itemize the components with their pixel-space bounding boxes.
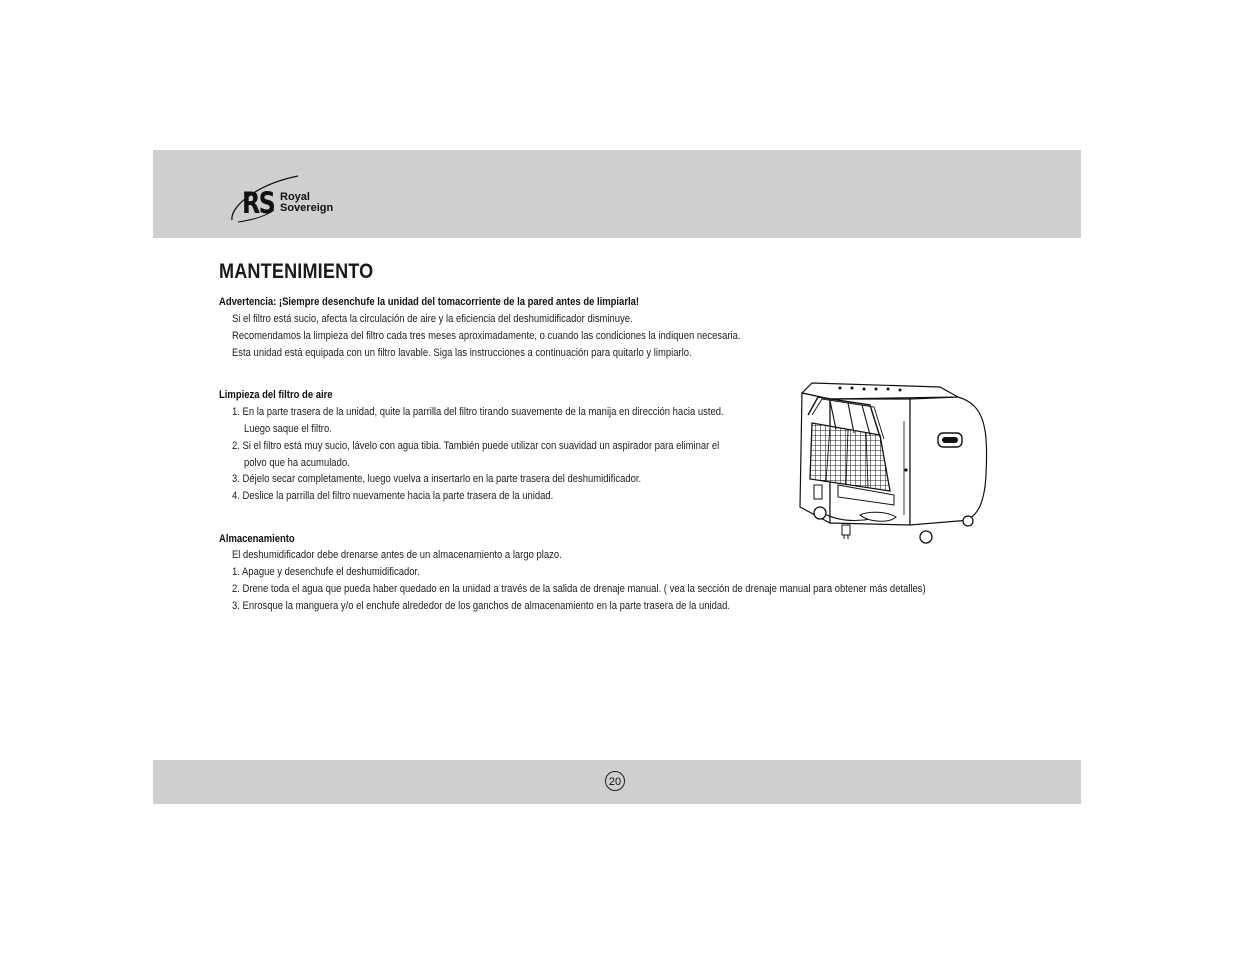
warning-line: Si el filtro está sucio, afecta la circulación de aire y la eficiencia del deshumidificador disminuye. [232, 313, 633, 325]
storage-step: 2. Drene toda el agua que pueda haber quedado en la unidad a través de la salida de drenaje manual. ( vea la sección de drenaje manual para obtener más detalles) [232, 583, 926, 595]
storage-line: El deshumidificador debe drenarse antes de un almacenamiento a largo plazo. [232, 549, 562, 561]
filter-step: 3. Déjelo secar completamente, luego vuelva a insertarlo en la parte trasera del deshumidificador. [232, 473, 642, 485]
warning-line: Recomendamos la limpieza del filtro cada tres meses aproximadamente, o cuando las condiciones la indiquen necesaria. [232, 330, 741, 342]
storage-step: 3. Enrosque la manguera y/o el enchufe alrededor de los ganchos de almacenamiento en la parte trasera de la unidad. [232, 600, 731, 612]
brand-logo [228, 172, 358, 228]
brand-name [280, 192, 333, 214]
filter-step: 2. Si el filtro está muy sucio, lávelo con agua tibia. También puede utilizar con suavidad un aspirador para eliminar el [232, 440, 720, 452]
page-number: 20 [605, 771, 625, 791]
filter-step-continuation: polvo que ha acumulado. [244, 457, 350, 469]
storage-heading: Almacenamiento [219, 533, 295, 545]
warning-line: Esta unidad está equipada con un filtro lavable. Siga las instrucciones a continuación para quitarlo y limpiarlo. [232, 347, 692, 359]
filter-step-continuation: Luego saque el filtro. [244, 423, 332, 435]
brand-name-line2: Sovereign [280, 202, 334, 214]
brand-mark: RS [242, 186, 275, 220]
brand-name-line1: Royal [280, 191, 310, 203]
page-title: MANTENIMIENTO [219, 260, 374, 283]
dehumidifier-rear-icon [790, 375, 990, 545]
filter-step: 1. En la parte trasera de la unidad, quite la parrilla del filtro tirando suavemente de la manija en dirección hacia usted. [232, 406, 724, 418]
filter-step: 4. Deslice la parrilla del filtro nuevamente hacia la parte trasera de la unidad. [232, 490, 554, 502]
dehumidifier-illustration [790, 375, 990, 545]
warning-heading: Advertencia: ¡Siempre desenchufe la unidad del tomacorriente de la pared antes de limpiarla! [219, 296, 640, 308]
filter-cleaning-heading: Limpieza del filtro de aire [219, 389, 333, 401]
storage-step: 1. Apague y desenchufe el deshumidificador. [232, 566, 420, 578]
